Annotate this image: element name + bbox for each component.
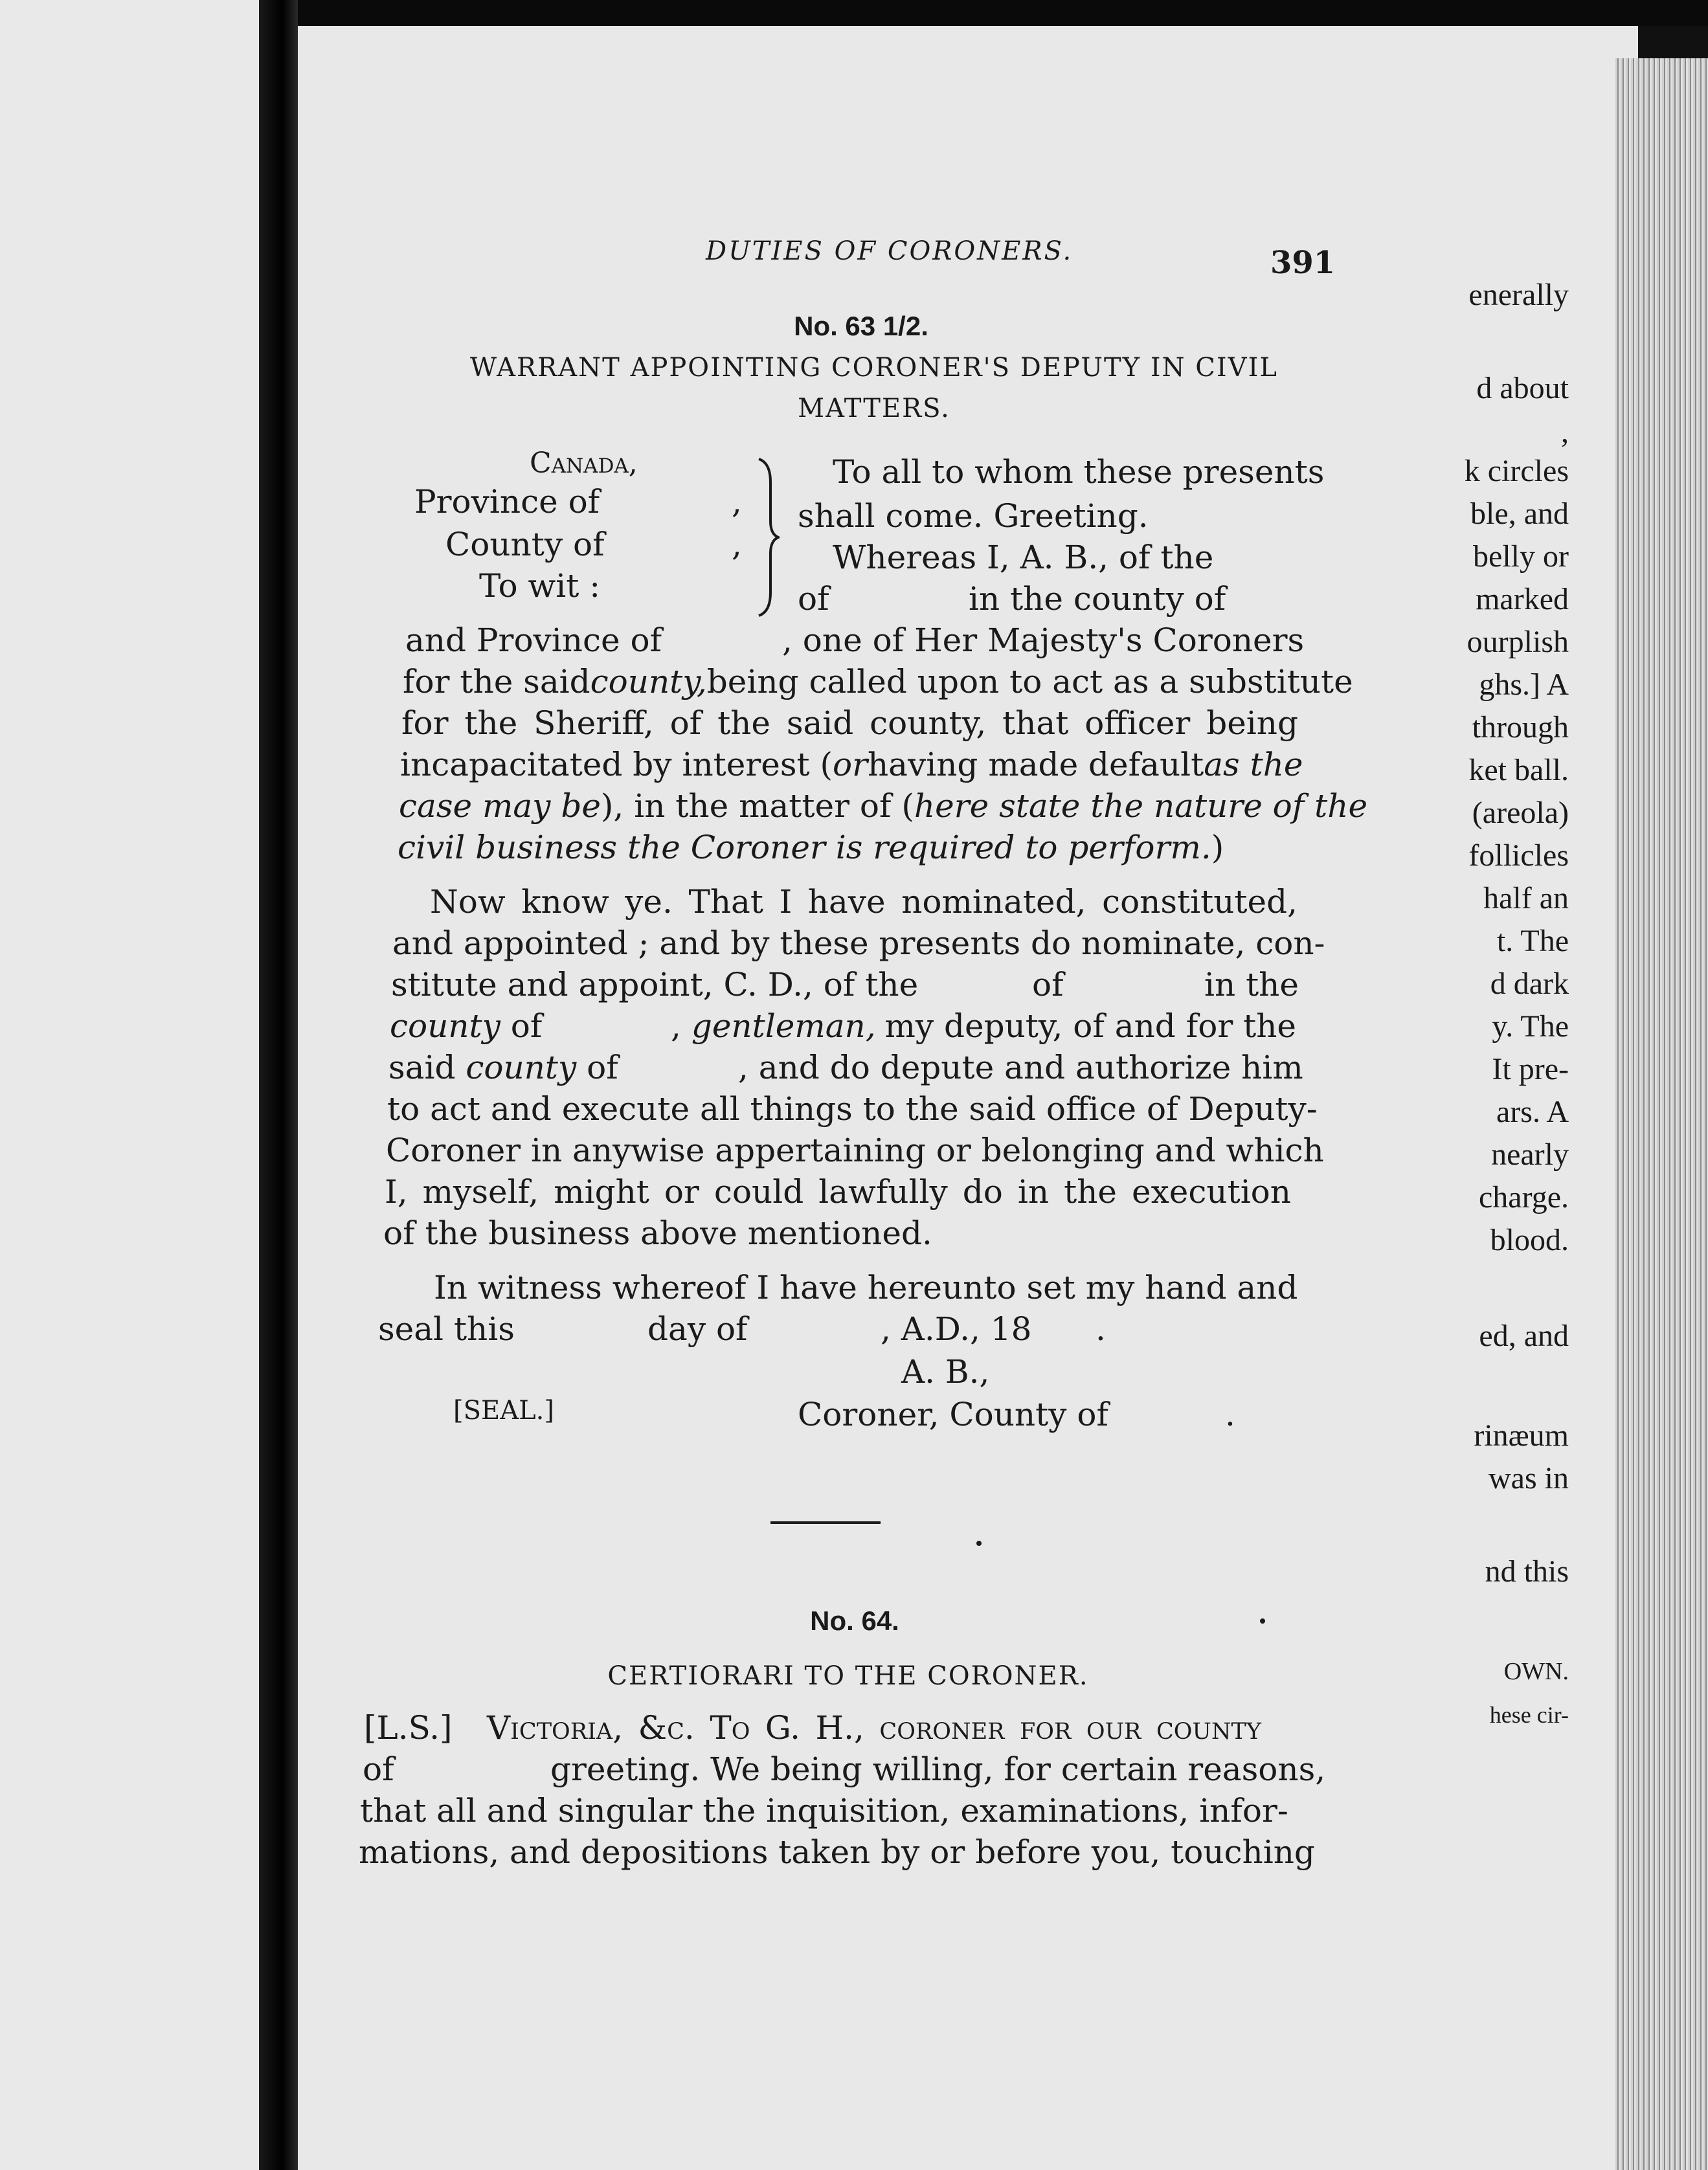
text-fragment: here state the nature of the xyxy=(914,787,1368,825)
text-fragment: civil business the Coroner is required to perform. xyxy=(398,829,1211,866)
text-line xyxy=(390,1007,542,1045)
venue-canada: Canada, xyxy=(530,447,638,480)
left-line: hese cir- xyxy=(1489,1702,1569,1728)
left-line: (areola) xyxy=(1472,796,1569,830)
address-line: To all to whom these presents xyxy=(833,453,1325,491)
page-number: 391 xyxy=(1270,245,1336,281)
left-line: follicles xyxy=(1468,838,1569,873)
section-divider xyxy=(770,1521,881,1524)
text-fragment: county, xyxy=(590,663,707,700)
left-line: d dark xyxy=(1490,967,1569,1001)
signer-name: A. B., xyxy=(901,1353,990,1391)
form-title: WARRANT APPOINTING CORONER'S DEPUTY IN CIVIL xyxy=(470,353,1278,383)
text-line: of the business above mentioned. xyxy=(383,1214,932,1252)
text-line: of xyxy=(1032,966,1064,1003)
book-gutter xyxy=(259,0,298,2170)
venue-comma: , xyxy=(732,483,742,520)
text-line: day of xyxy=(647,1310,748,1348)
left-page xyxy=(0,0,259,2170)
form-number: No. 63 1/2. xyxy=(794,311,928,341)
venue-county: County of xyxy=(445,526,605,563)
text-line: I, myself, might or could lawfully do in the execution xyxy=(385,1173,1291,1211)
left-line: charge. xyxy=(1478,1180,1569,1214)
text-line: that all and singular the inquisition, examinations, infor- xyxy=(360,1792,1288,1829)
text-line: greeting. We being willing, for certain reasons, xyxy=(550,1751,1326,1788)
text-line: to act and execute all things to the said office of Deputy- xyxy=(387,1090,1318,1128)
text-fragment: of xyxy=(587,1049,618,1086)
venue-comma: , xyxy=(732,526,742,563)
text-fragment: as the xyxy=(1204,746,1303,783)
left-line: y. The xyxy=(1492,1009,1569,1044)
left-line: half an xyxy=(1483,881,1569,915)
text-fragment: county xyxy=(466,1049,577,1086)
text-line: , A.D., 18 xyxy=(881,1310,1032,1348)
curly-brace xyxy=(756,456,780,618)
text-line: In witness whereof I have hereunto set my hand and xyxy=(434,1269,1298,1306)
speck xyxy=(976,1541,982,1546)
left-line: , xyxy=(1561,415,1569,449)
form-title: CERTIORARI TO THE CORONER. xyxy=(607,1661,1089,1691)
text-fragment: incapacitated by interest ( xyxy=(400,746,833,783)
left-line: marked xyxy=(1476,582,1569,616)
text-line: mations, and depositions taken by or before you, touching xyxy=(359,1833,1315,1871)
text-line xyxy=(671,1007,1296,1045)
text-line: for the Sheriff, of the said county, that officer being xyxy=(401,704,1298,742)
signer-office: Coroner, County of xyxy=(798,1396,1108,1433)
text-line: and appointed ; and by these presents do nominate, con- xyxy=(392,924,1325,962)
left-line: d about xyxy=(1476,371,1569,405)
address-line: Whereas I, A. B., of the xyxy=(833,539,1214,576)
text-fragment: for the said xyxy=(403,663,590,700)
text-line: in the xyxy=(1204,966,1299,1003)
text-fragment: . xyxy=(1225,1396,1235,1433)
text-line: , and do depute and authorize him xyxy=(738,1049,1303,1086)
text-fragment: or xyxy=(832,746,868,783)
form-title: MATTERS. xyxy=(798,394,950,423)
text-line xyxy=(400,746,1303,783)
venue-province: Province of xyxy=(414,483,600,520)
text-line xyxy=(398,829,1224,866)
left-line: ghs.] A xyxy=(1479,667,1569,702)
top-shadow xyxy=(298,0,1708,26)
left-line: t. The xyxy=(1496,924,1569,958)
left-line: OWN. xyxy=(1503,1658,1569,1685)
address-line: in the county of xyxy=(969,580,1226,618)
seal-mark: [SEAL.] xyxy=(453,1396,554,1426)
text-fragment xyxy=(399,787,914,825)
text-fragment: , xyxy=(671,1007,681,1045)
venue-to-wit: To wit : xyxy=(479,567,601,605)
left-line: nd this xyxy=(1485,1554,1569,1589)
left-line: ket ball. xyxy=(1468,753,1569,787)
page-edges xyxy=(1615,58,1708,2170)
text-fragment: [L.S.] xyxy=(364,1709,453,1747)
text-line xyxy=(403,663,1353,700)
left-line: ourplish xyxy=(1466,625,1569,659)
left-line: through xyxy=(1472,710,1569,744)
address-line: shall come. Greeting. xyxy=(798,497,1149,535)
running-header: DUTIES OF CORONERS. xyxy=(706,236,1073,266)
text-fragment xyxy=(400,746,868,783)
left-line: nearly xyxy=(1491,1137,1569,1172)
address-line: of xyxy=(798,580,829,618)
text-line: , one of Her Majesty's Coroners xyxy=(782,621,1305,659)
text-fragment: ), in the matter of ( xyxy=(600,787,914,825)
left-line: enerally xyxy=(1468,278,1569,312)
left-line: It pre- xyxy=(1492,1052,1569,1086)
text-line: seal this xyxy=(378,1310,515,1348)
speck xyxy=(1260,1618,1265,1624)
text-fragment: gentleman, xyxy=(691,1007,876,1045)
text-line: Coroner in anywise appertaining or belonging and which xyxy=(386,1132,1324,1169)
left-line: belly or xyxy=(1473,539,1569,574)
text-fragment: of xyxy=(510,1007,543,1045)
left-line: ars. A xyxy=(1496,1095,1569,1129)
text-line xyxy=(388,1049,618,1086)
left-line: ble, and xyxy=(1470,497,1569,531)
text-line: Now know ye. That I have nominated, constituted, xyxy=(430,883,1298,921)
left-line: was in xyxy=(1489,1461,1569,1495)
text-fragment: case may be xyxy=(399,787,601,825)
left-line: ed, and xyxy=(1479,1319,1569,1353)
text-fragment xyxy=(671,1007,876,1045)
text-fragment: having made default xyxy=(867,746,1204,783)
text-line: and Province of xyxy=(405,621,662,659)
text-fragment: said xyxy=(388,1049,456,1086)
text-fragment: my deputy, of and for the xyxy=(884,1007,1296,1045)
text-line xyxy=(399,787,1368,825)
text-fragment: county xyxy=(390,1007,500,1045)
left-line: rinæum xyxy=(1474,1418,1569,1453)
text-line: Victoria, &c. To G. H., coroner for our county xyxy=(487,1709,1261,1747)
form-number: No. 64. xyxy=(810,1605,899,1636)
text-line: . xyxy=(1096,1310,1106,1348)
left-line: k circles xyxy=(1464,454,1569,488)
text-fragment: of xyxy=(363,1751,394,1788)
text-line: stitute and appoint, C. D., of the xyxy=(391,966,919,1003)
left-line: blood. xyxy=(1490,1223,1569,1257)
text-fragment: ) xyxy=(1211,829,1224,866)
text-fragment: being called upon to act as a substitute xyxy=(706,663,1353,700)
